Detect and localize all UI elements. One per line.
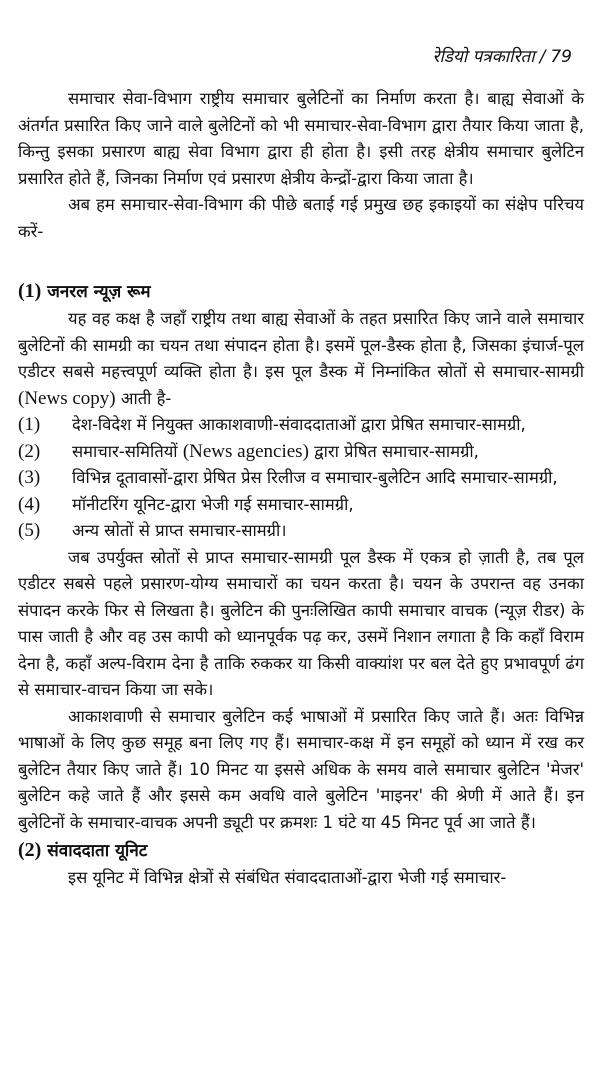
paragraph-languages: आकाशवाणी से समाचार बुलेटिन कई भाषाओं में प्रसारित किए जाते हैं। अतः विभिन्न भाषाओं के लिए कुछ समूह बना लिए गए हैं। समाचार-कक्ष में इन समूहों को ध्यान में रख कर बुलेटिन तैयार किए जाते हैं। 10 मिनट या इससे अधिक के समय वाले समाचार बुलेटिन 'मेजर' बुलेटिन कहे जाते हैं और इससे कम अवधि वाले बुलेटिन 'माइनर' की श्रेणी में आते हैं। इन बुलेटिनों के समाचार-वाचक अपनी ड्यूटी पर क्रमशः 1 घंटे या 45 मिनट पूर्व आ जाते हैं। xyxy=(18,706,584,832)
section-number: (1) xyxy=(18,280,42,302)
list-text xyxy=(72,439,584,466)
paragraph-six-units-intro: अब हम समाचार-सेवा-विभाग की पीछे बताई गई प्रमुख छह इकाइयों का संक्षेप परिचय करें- xyxy=(18,195,584,241)
paragraph-pool-editor: जब उपर्युक्त स्रोतों से प्राप्त समाचार-सामग्री पूल डैस्क में एकत्र हो ज़ाती है, तब पूल एडीटर सबसे पहले प्रसारण-योग्य समाचारों का चयन करता है। चयन के उपरान्त वह उनका संपादन करके फिर से लिखता है। बुलेटिन की पुनःलिखित कापी समाचार वाचक (न्यूज़ रीडर) के पास जाती है और वह उस कापी को ध्यानपूर्वक पढ़ कर, उसमें निशान लगाता है कि कहाँ विराम देना है, कहाँ अल्प-विराम देना है ताकि रुककर या किसी वाक्यांश पर बल देते हुए प्रभावपूर्ण ढंग से समाचार-वाचन किया जा सके। xyxy=(18,547,584,699)
intro-text-end: आती है- xyxy=(115,388,172,408)
page-number: 79 xyxy=(550,47,572,67)
section-title: जनरल न्यूज़ रूम xyxy=(47,282,151,302)
list-latin-term: (News agencies) xyxy=(182,440,309,462)
header-separator: / xyxy=(539,47,546,67)
intro-latin-term: (News copy) xyxy=(18,387,116,409)
running-title: रेडियो पत्रकारिता xyxy=(432,47,535,67)
list-number: (5) xyxy=(18,520,41,541)
list-number: (4) xyxy=(18,493,41,515)
section-heading-correspondent-unit xyxy=(18,836,584,865)
list-item xyxy=(18,518,584,545)
body-text xyxy=(18,86,584,892)
list-number: (2) xyxy=(18,440,41,462)
running-header xyxy=(433,44,572,67)
section-title: संवाददाता यूनिट xyxy=(47,841,148,861)
section-heading-general-newsroom xyxy=(18,277,584,306)
list-item xyxy=(18,439,584,466)
section-number: (2) xyxy=(18,839,42,861)
intro-text: यह वह कक्ष है जहाँ राष्ट्रीय तथा बाह्य सेवाओं के तहत प्रसारित किए जाने वाले समाचार बुलेटिनों की सामग्री का चयन तथा संपादन होता है। इसमें पूल-डैस्क होता है, जिसका इंचार्ज-पूल एडीटर सबसे महत्त्वपूर्ण व्यक्ति होता है। इस पूल डैस्क में निम्नांकित स्रोतों से समाचार-सामग्री xyxy=(18,309,584,381)
list-text-part: द्वारा प्रेषित समाचार-सामग्री, xyxy=(308,441,479,461)
paragraph-newsroom-intro xyxy=(18,306,584,412)
news-sources-list xyxy=(18,412,584,545)
list-text: मॉनीटरिंग यूनिट-द्वारा भेजी गई समाचार-सामग्री, xyxy=(72,494,354,514)
list-text-part: समाचार-समितियों xyxy=(72,441,183,461)
list-text: विभिन्न दूतावासों-द्वारा प्रेषित प्रेस रिलीज व समाचार-बुलेटिन आदि समाचार-सामग्री, xyxy=(72,468,558,487)
list-number: (3) xyxy=(18,467,41,488)
list-text: देश-विदेश में नियुक्त आकाशवाणी-संवाददाताओं द्वारा प्रेषित समाचार-सामग्री, xyxy=(72,415,526,434)
list-item xyxy=(18,465,584,492)
paragraph-correspondent-intro: इस यूनिट में विभिन्न क्षेत्रों से संबंधित संवाददाताओं-द्वारा भेजी गई समाचार- xyxy=(68,868,507,887)
list-item xyxy=(18,412,584,439)
list-number: (1) xyxy=(18,414,41,435)
list-item xyxy=(18,492,584,519)
list-text: अन्य स्रोतों से प्राप्त समाचार-सामग्री। xyxy=(72,521,287,540)
paragraph-news-service: समाचार सेवा-विभाग राष्ट्रीय समाचार बुलेटिनों का निर्माण करता है। बाह्य सेवाओं के अंतर्गत प्रसारित किए जाने वाले बुलेटिनों को भी समाचार-सेवा-विभाग द्वारा तैयार किया जाता है, किन्तु इसका प्रसारण बाह्य सेवा विभाग द्वारा ही होता है। इसी तरह क्षेत्रीय समाचार बुलेटिन प्रसारित होते हैं, जिनका निर्माण एवं प्रसारण क्षेत्रीय केन्द्रों-द्वारा किया जाता है। xyxy=(18,89,584,188)
